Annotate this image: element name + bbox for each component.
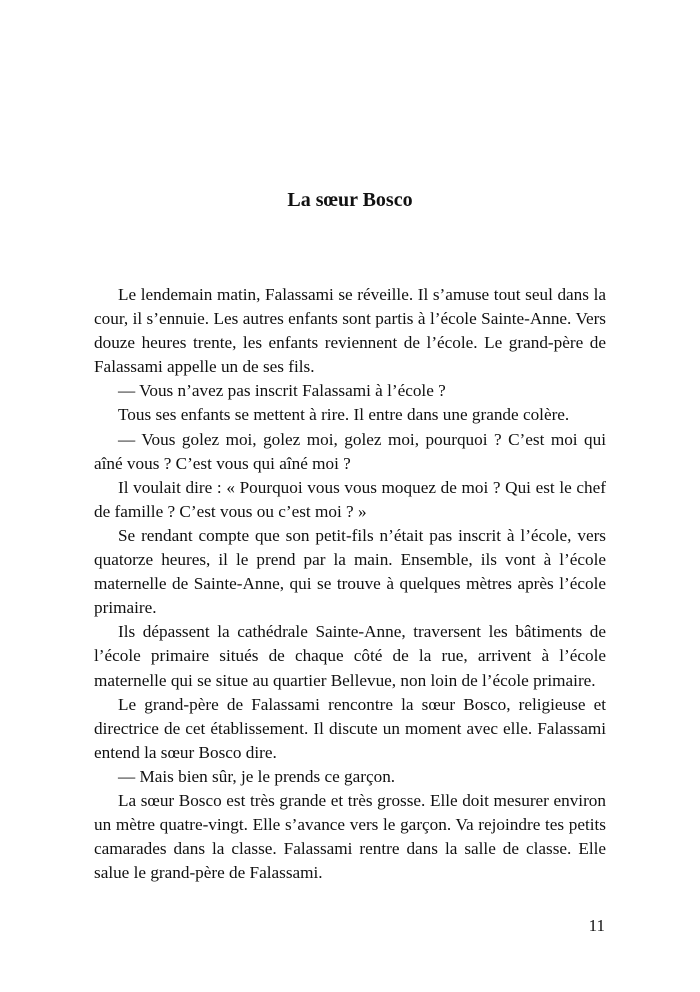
- paragraph: Il voulait dire : « Pourquoi vous vous moquez de moi ? Qui est le chef de famille ? C’est vous ou c’est moi ? »: [94, 477, 606, 521]
- paragraph: Tous ses enfants se mettent à rire. Il entre dans une grande colère.: [118, 405, 570, 425]
- paragraph: La sœur Bosco est très grande et très grosse. Elle doit mesurer environ un mètre quatre-vingt. Elle s’avance vers le garçon. Va rejoindre tes petits camarades dans la classe. Falassami rentre dans la salle de classe. Elle salue le grand-père de Falassami.: [94, 790, 606, 883]
- paragraph: Se rendant compte que son petit-fils n’était pas inscrit à l’école, vers quatorze heures, il le prend par la main. Ensemble, ils vont à l’école maternelle de Sainte-Anne, qui se trouve à quelques mètres après l’école primaire.: [94, 525, 606, 618]
- paragraph: Le grand-père de Falassami rencontre la sœur Bosco, religieuse et directrice de cet établissement. Il discute un moment avec elle. Falassami entend la sœur Bosco dire.: [94, 694, 606, 762]
- paragraph: Ils dépassent la cathédrale Sainte-Anne, traversent les bâtiments de l’école primaire situés de chaque côté de la rue, arrivent à l’école maternelle qui se situe au quartier Bellevue, non loin de l’école primaire.: [94, 622, 606, 690]
- body-text: [94, 283, 606, 885]
- page-number: 11: [588, 916, 605, 935]
- paragraph: — Mais bien sûr, je le prends ce garçon.: [118, 766, 396, 786]
- paragraph: — Vous n’avez pas inscrit Falassami à l’école ?: [118, 381, 446, 401]
- chapter-title: La sœur Bosco: [287, 189, 413, 211]
- paragraph: — Vous golez moi, golez moi, golez moi, pourquoi ? C’est moi qui aîné vous ? C’est vous qui aîné moi ?: [94, 429, 606, 473]
- paragraph: Le lendemain matin, Falassami se réveille. Il s’amuse tout seul dans la cour, il s’ennuie. Les autres enfants sont partis à l’école Sainte-Anne. Vers douze heures trente, les enfants reviennent de l’école. Le grand-père de Falassami appelle un de ses fils.: [94, 285, 606, 377]
